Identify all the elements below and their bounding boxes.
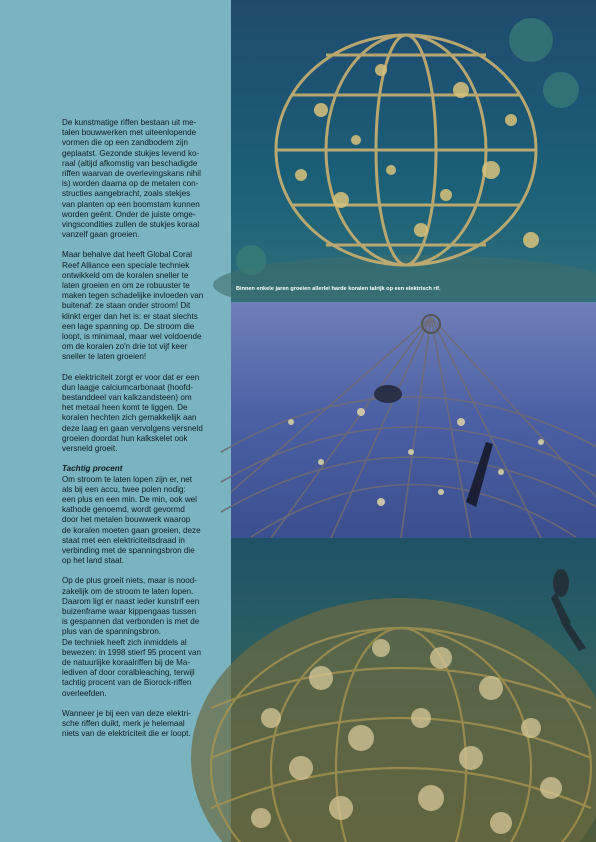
photo-geodesic-frame (231, 302, 596, 538)
caption-photo-1: Binnen enkele jaren groeien allerlei harde koralen talrijk op een elektrisch rif. (236, 286, 441, 292)
paragraph-1: De kunstmatige riffen bestaan uit me- talen bouwwerken met uiteenlopende vormen die op een zandbodem zijn geplaatst. Gezonde stukjes levend ko- raal (altijd afkomstig van beschadigde riffen waarvan de overlevingskans nihil is) worden daarna op de metalen con- structies aangebracht, zoals stekjes van planten op een boomstam kunnen worden geënt. Onder de juiste omge- vingscondities zullen de stukjes koraal vanzelf gaan groeien. (62, 118, 201, 240)
paragraph-3: De elektriciteit zorgt er voor dat er een dun laagje calciumcarbonaat (hoofd- bestanddeel van kalkzandsteen) om het metaal heen komt te liggen. De koralen hechten zich gemakkelijk aan deze laag en gaan vervolgens versneld groeien doordat hun kalkskelet ook versneld groeit. (62, 372, 203, 454)
photo-dome-reef (231, 0, 596, 302)
photo-coral-dome (231, 538, 596, 842)
paragraph-2: Maar behalve dat heeft Global Coral Reef Alliance een speciale techniek ontwikkeld om de koralen sneller te laten groeien en om ze robuuster te maken tegen schadelijke invloeden van buitenaf: ze staan onder stroom! Dit klinkt erger dan het is: er staat slechts een lage spanning op. De stroom die loopt, is minimaal, maar wel voldoende om de koralen zo'n drie tot vijf keer sneller te laten groeien! (62, 250, 204, 362)
paragraph-6: Wanneer je bij een van deze elektri- sche riffen duikt, merk je helemaal niets van de elektriciteit die er loopt. (62, 708, 191, 739)
paragraph-4: Om stroom te laten lopen zijn er, net als bij een accu, twee polen nodig: een plus en een min. De min, ook wel kathode genoemd, wordt gevormd door het metalen bouwwerk waarop de koralen moeten gaan groeien, deze staat met een elektriciteitsdraad in verbinding met de spanningsbron die op het land staat. (62, 474, 201, 566)
text-column (0, 0, 231, 842)
subheading: Tachtig procent (62, 464, 123, 474)
article-body (62, 118, 222, 749)
paragraph-5: Op de plus groeit niets, maar is nood- zakelijk om de stroom te laten lopen. Daarom ligt er naast ieder kunstrif een buizenframe waar kippengaas tussen is gespannen dat verbonden is met de plus van de spanningsbron. De techniek heeft zich inmiddels al bewezen: in 1998 stierf 95 procent van de natuurlijke koraalriffen bij de Ma- lediven af door coralbleaching, terwijl tachtig procent van de Biorock-riffen overleefden. (62, 576, 202, 698)
